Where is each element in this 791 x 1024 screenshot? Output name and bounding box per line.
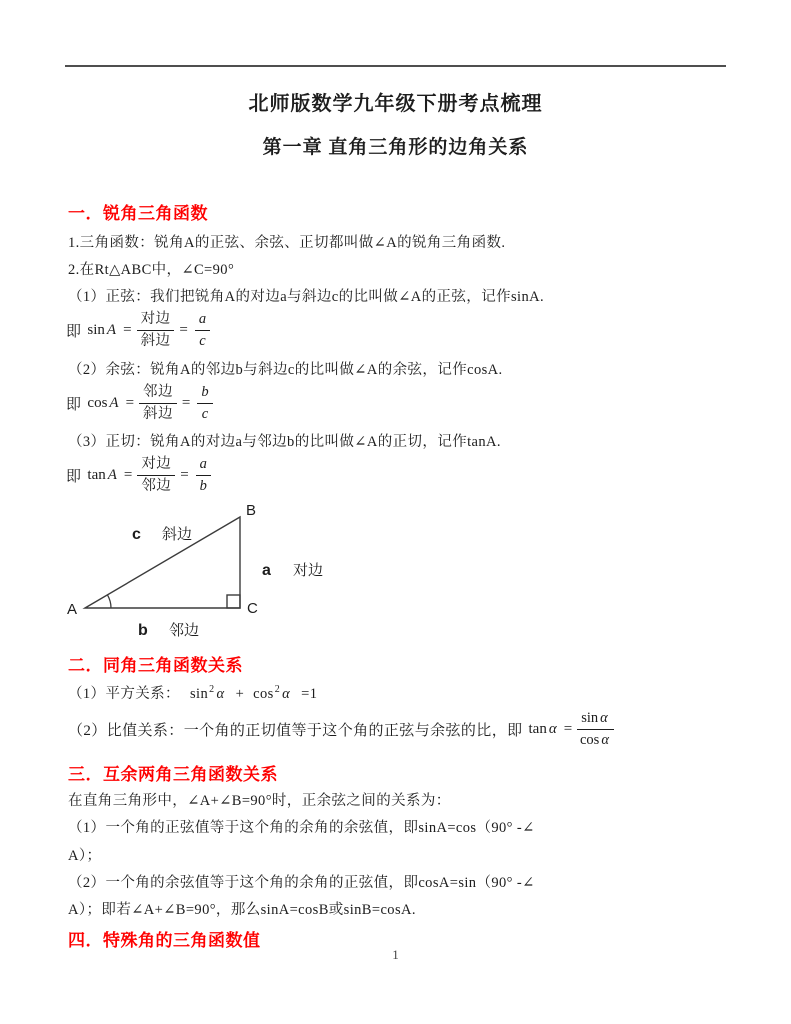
alpha-variable: α [601,731,609,748]
vertex-c-label: C [247,600,258,617]
fraction-letters [193,310,212,349]
fraction-denominator: 邻边 [141,477,172,494]
section-3-line-4: （2）一个角的余弦值等于这个角的余角的正弦值，即cosA=sin（90° -∠ [68,875,535,891]
vertex-a-label: A [67,601,78,618]
adjacent-label: 邻边 [169,623,200,639]
angle-variable: A [106,321,117,338]
adjacent-letter: b [138,622,148,639]
section-3-heading: 三．互余两角三角函数关系 [68,765,278,784]
fraction-numerator: 对边 [137,310,175,330]
fraction-numerator: 对边 [137,455,175,475]
fraction-numerator: a [195,310,210,330]
function-name: sin [189,686,209,702]
section-3-line-5: A）；即若∠A+∠B=90°，那么sinA=cosB或sinB=cosA. [68,902,416,918]
formula-prefix: 即 [66,396,82,413]
vertex-b-label: B [246,502,257,519]
equals-sign: = [123,321,132,338]
header-rule [65,65,726,67]
plus-sign: + [235,686,245,702]
equals-sign: = [179,321,188,338]
exponent: 2 [209,684,215,696]
alpha-variable: α [282,686,291,702]
tangent-formula [66,453,213,497]
fraction-denominator: c [199,332,206,349]
fraction-words [137,455,175,494]
section-1-line-1: 1.三角函数：锐角A的正弦、余弦、正切都叫做∠A的锐角三角函数. [68,235,506,251]
equals-sign: = [181,394,191,411]
tangent-definition: （3）正切：锐角A的对边a与邻边b的比叫做∠A的正切，记作tanA. [68,434,501,450]
sine-over-cosine-fraction [577,709,614,748]
fraction-words [137,310,175,349]
hypotenuse-letter: c [132,526,141,543]
function-name: sin [87,321,105,338]
fraction-letters [195,383,214,422]
exponent: 2 [274,684,281,696]
equals-sign: = [563,720,573,737]
sine-formula [66,308,212,352]
section-1-line-2: 2.在Rt△ABC中，∠C=90° [68,262,235,278]
function-name: tan [87,466,106,483]
hypotenuse-label: 斜边 [162,527,193,543]
equals-sign: = [180,466,189,483]
section-1-heading: 一．锐角三角函数 [68,204,208,223]
section-3-line-1: 在直角三角形中，∠A+∠B=90°时，正余弦之间的关系为： [68,793,451,809]
fraction-denominator: b [199,477,207,494]
ratio-relation-label: （2）比值关系：一个角的正切值等于这个角的正弦与余弦的比，即 [68,722,523,739]
function-name: sin [581,710,599,727]
equals-sign: = [123,466,133,483]
function-name: cos [579,731,600,748]
alpha-variable: α [600,710,608,727]
section-2-heading: 二．同角三角函数关系 [68,656,243,675]
fraction-numerator: 邻边 [139,383,177,403]
opposite-letter: a [262,562,271,579]
fraction-denominator: 斜边 [143,405,173,422]
right-triangle-diagram [40,497,350,647]
ratio-relation-line [68,707,614,751]
square-relation-line [68,682,322,703]
alpha-variable: α [216,686,225,702]
angle-variable: A [109,394,119,411]
document-title: 北师版数学九年级下册考点梳理 [248,93,543,115]
section-3-line-2: （1）一个角的正弦值等于这个角的余角的余弦值，即sinA=cos（90° -∠ [68,820,535,836]
page-number: 1 [392,947,399,962]
angle-a-arc [107,595,111,608]
equals-sign: = [125,394,135,411]
formula-prefix: 即 [66,468,82,485]
opposite-label: 对边 [293,563,324,579]
chapter-subtitle: 第一章 直角三角形的边角关系 [262,137,529,158]
section-3-line-3: A）； [68,848,102,864]
alpha-variable: α [548,720,557,737]
function-name: tan [528,720,547,737]
fraction-numerator: a [196,455,211,475]
function-name: cos [253,686,274,702]
equals-one: =1 [301,686,318,702]
fraction-denominator [580,730,611,749]
fraction-words [139,383,177,422]
section-4-heading: 四．特殊角的三角函数值 [68,931,261,950]
fraction-letters [194,455,213,494]
sine-definition: （1）正弦：我们把锐角A的对边a与斜边c的比叫做∠A的正弦，记作sinA. [68,289,545,305]
cosine-formula [66,381,215,425]
formula-prefix: 即 [66,323,82,340]
cosine-definition: （2）余弦：锐角A的邻边b与斜边c的比叫做∠A的余弦，记作cosA. [68,362,503,378]
angle-variable: A [107,466,117,483]
right-angle-mark [227,595,240,608]
fraction-denominator: 斜边 [140,332,171,349]
square-relation-label: （1）平方关系： [68,686,180,702]
fraction-numerator: b [197,383,212,403]
fraction-denominator: c [201,405,209,422]
function-name: cos [87,394,108,411]
fraction-numerator [577,709,614,729]
